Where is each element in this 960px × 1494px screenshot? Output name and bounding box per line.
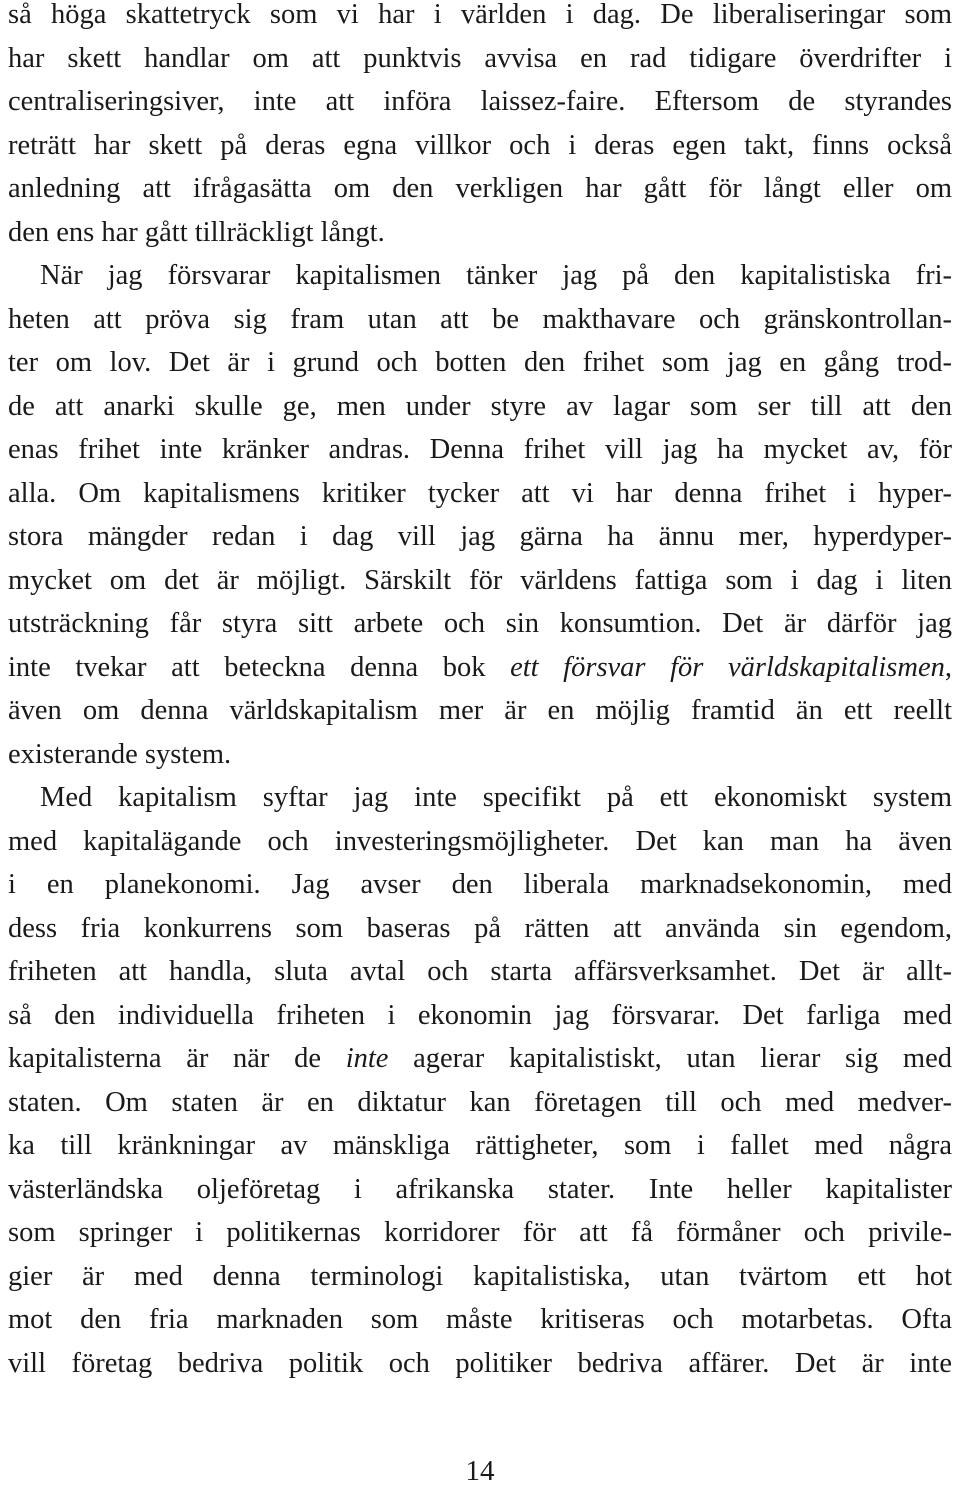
- text-line: så den individuella friheten i ekonomin jag försvarar. Det farliga med: [8, 999, 952, 1031]
- text-line: mot den fria marknaden som måste kritiseras och motarbetas. Ofta: [8, 1304, 952, 1335]
- text-line: som springer i politikernas korridorer för att få förmåner och privile-: [8, 1217, 952, 1248]
- italic-title: ett försvar för världskapitalismen: [510, 651, 945, 683]
- text-line: vill företag bedriva politik och politiker bedriva affärer. Det är inte: [8, 1347, 952, 1379]
- text-line: enas frihet inte kränker andras. Denna frihet vill jag ha mycket av, för: [8, 434, 952, 465]
- text-line: de att anarki skulle ge, men under styre av lagar som ser till att den: [8, 390, 952, 422]
- text-run: kapitalisterna är när de: [8, 1043, 346, 1074]
- text-line: även om denna världskapitalism mer är en möjlig framtid än ett reellt: [8, 695, 952, 726]
- text-line: heten att pröva sig fram utan att be makthavare och gränskontrollan-: [8, 303, 952, 335]
- text-line: mycket om det är möjligt. Särskilt för världens fattiga som i dag i liten: [8, 564, 952, 596]
- text-line: har skett handlar om att punktvis avvisa en rad tidigare överdrifter i: [8, 42, 952, 74]
- text-line: stora mängder redan i dag vill jag gärna ha ännu mer, hyperdyper-: [8, 521, 952, 552]
- page-number: 14: [465, 1455, 495, 1487]
- text-run: agerar kapitalistiskt, utan lierar sig med: [388, 1043, 953, 1074]
- text-line: ka till kränkningar av mänskliga rättigheter, som i fallet med några: [8, 1130, 952, 1161]
- text-line: utsträckning får styra sitt arbete och sin konsumtion. Det är därför jag: [8, 608, 952, 639]
- text-run: ,: [944, 651, 952, 683]
- text-line: alla. Om kapitalismens kritiker tycker att vi har denna frihet i hyper-: [8, 477, 952, 509]
- text-line: i en planekonomi. Jag avser den liberala marknadsekonomin, med: [8, 869, 952, 900]
- text-line: dess fria konkurrens som baseras på rätten att använda sin egendom,: [8, 912, 952, 944]
- text-line: Med kapitalism syftar jag inte specifikt på ett ekonomiskt system: [40, 782, 952, 813]
- text-line: centraliseringsiver, inte att införa laissez-faire. Eftersom de styrandes: [8, 86, 952, 117]
- body-text: [8, 0, 952, 1385]
- text-line: När jag försvarar kapitalismen tänker jag på den kapitalistiska fri-: [40, 260, 952, 291]
- text-line: gier är med denna terminologi kapitalistiska, utan tvärtom ett hot: [8, 1260, 952, 1292]
- italic-title: inte: [345, 1043, 389, 1074]
- text-line: [8, 1037, 952, 1081]
- text-line: [8, 646, 952, 690]
- text-line: västerländska oljeföretag i afrikanska stater. Inte heller kapitalister: [8, 1173, 952, 1205]
- text-line: existerande system.: [8, 738, 232, 770]
- text-line: med kapitalägande och investeringsmöjligheter. Det kan man ha även: [8, 825, 952, 857]
- text-line: så höga skattetryck som vi har i världen i dag. De liberaliseringar som: [8, 0, 952, 30]
- text-line: anledning att ifrågasätta om den verkligen har gått för långt eller om: [8, 173, 952, 204]
- text-line: den ens har gått tillräckligt långt.: [8, 216, 385, 248]
- text-line: reträtt har skett på deras egna villkor och i deras egen takt, finns också: [8, 129, 952, 161]
- text-line: friheten att handla, sluta avtal och starta affärsverksamhet. Det är allt-: [8, 956, 952, 987]
- text-line: staten. Om staten är en diktatur kan företagen till och med medver-: [8, 1086, 952, 1118]
- text-line: ter om lov. Det är i grund och botten den frihet som jag en gång trod-: [8, 347, 952, 378]
- text-run: inte tvekar att beteckna denna bok: [8, 651, 511, 683]
